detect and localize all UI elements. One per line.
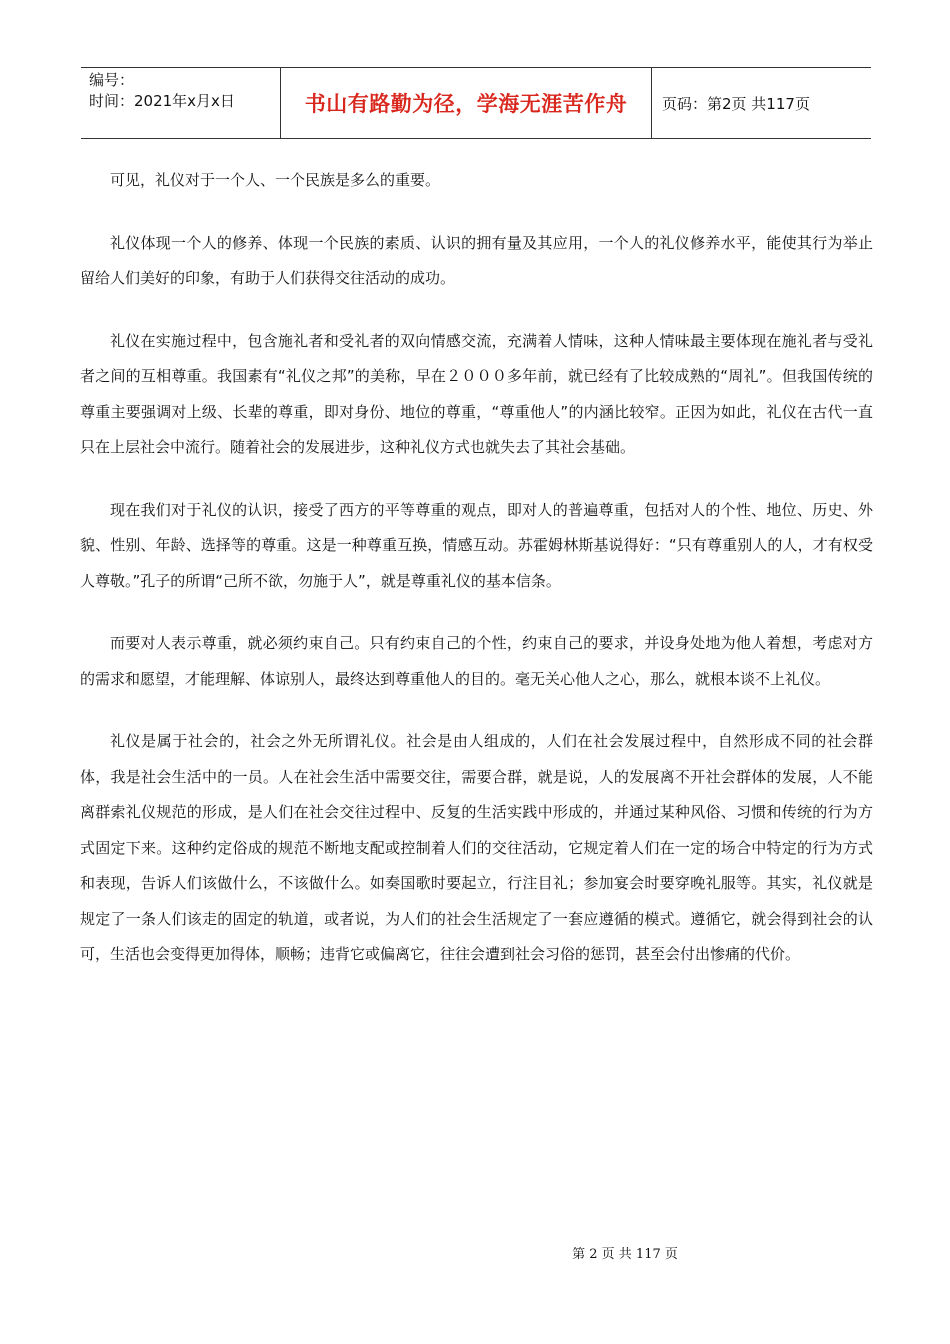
header-motto: 书山有路勤为径，学海无涯苦作舟 xyxy=(281,68,652,138)
header-meta xyxy=(81,68,281,138)
paragraph: 可见，礼仪对于一个人、一个民族是多么的重要。 xyxy=(110,171,441,189)
paragraph: 礼仪在实施过程中，包含施礼者和受礼者的双向情感交流，充满着人情味，这种人情味最主要体现在施礼者与受礼者之间的互相尊重。我国素有“礼仪之邦”的美称，早在２０００多年前，就已经有了比较成熟的“周礼”。但我国传统的尊重主要强调对上级、长辈的尊重，即对身份、地位的尊重，“尊重他人”的内涵比较窄。正因为如此，礼仪在古代一直只在上层社会中流行。随着社会的发展进步，这种礼仪方式也就失去了其社会基础。 xyxy=(80,331,873,456)
page-header xyxy=(81,67,871,139)
number-label: 编号： xyxy=(89,71,135,89)
page-footer: 第 2 页 共 117 页 xyxy=(572,1247,678,1262)
header-page-info: 页码：第2页 共117页 xyxy=(662,94,810,113)
paragraph: 现在我们对于礼仪的认识，接受了西方的平等尊重的观点，即对人的普遍尊重，包括对人的个性、地位、历史、外貌、性别、年龄、选择等的尊重。这是一种尊重互换，情感互动。苏霍姆林斯基说得好：“只有尊重别人的人，才有权受人尊敬。”孔子的所谓“己所不欲，勿施于人”，就是尊重礼仪的基本信条。 xyxy=(80,500,873,590)
document-body xyxy=(80,163,873,1000)
paragraph: 而要对人表示尊重，就必须约束自己。只有约束自己的个性，约束自己的要求，并设身处地为他人着想，考虑对方的需求和愿望，才能理解、体谅别人，最终达到尊重他人的目的。毫无关心他人之心，那么，就根本谈不上礼仪。 xyxy=(80,634,873,688)
paragraph: 礼仪是属于社会的，社会之外无所谓礼仪。社会是由人组成的，人们在社会发展过程中，自然形成不同的社会群体，我是社会生活中的一员。人在社会生活中需要交往，需要合群，就是说，人的发展离不开社会群体的发展，人不能离群索礼仪规范的形成，是人们在社会交往过程中、反复的生活实践中形成的，并通过某种风俗、习惯和传统的行为方式固定下来。这种约定俗成的规范不断地支配或控制着人们的交往活动，它规定着人们在一定的场合中特定的行为方式和表现，告诉人们该做什么，不该做什么。如奏国歌时要起立，行注目礼；参加宴会时要穿晚礼服等。其实，礼仪就是规定了一条人们该走的固定的轨道，或者说，为人们的社会生活规定了一套应遵循的模式。遵循它，就会得到社会的认可，生活也会变得更加得体，顺畅；违背它或偏离它，往往会遭到社会习俗的惩罚，甚至会付出惨痛的代价。 xyxy=(80,732,873,963)
date-line: 时间：2021年x月x日 xyxy=(89,92,235,110)
paragraph: 礼仪体现一个人的修养、体现一个民族的素质、认识的拥有量及其应用，一个人的礼仪修养水平，能使其行为举止留给人们美好的印象，有助于人们获得交往活动的成功。 xyxy=(80,233,873,287)
